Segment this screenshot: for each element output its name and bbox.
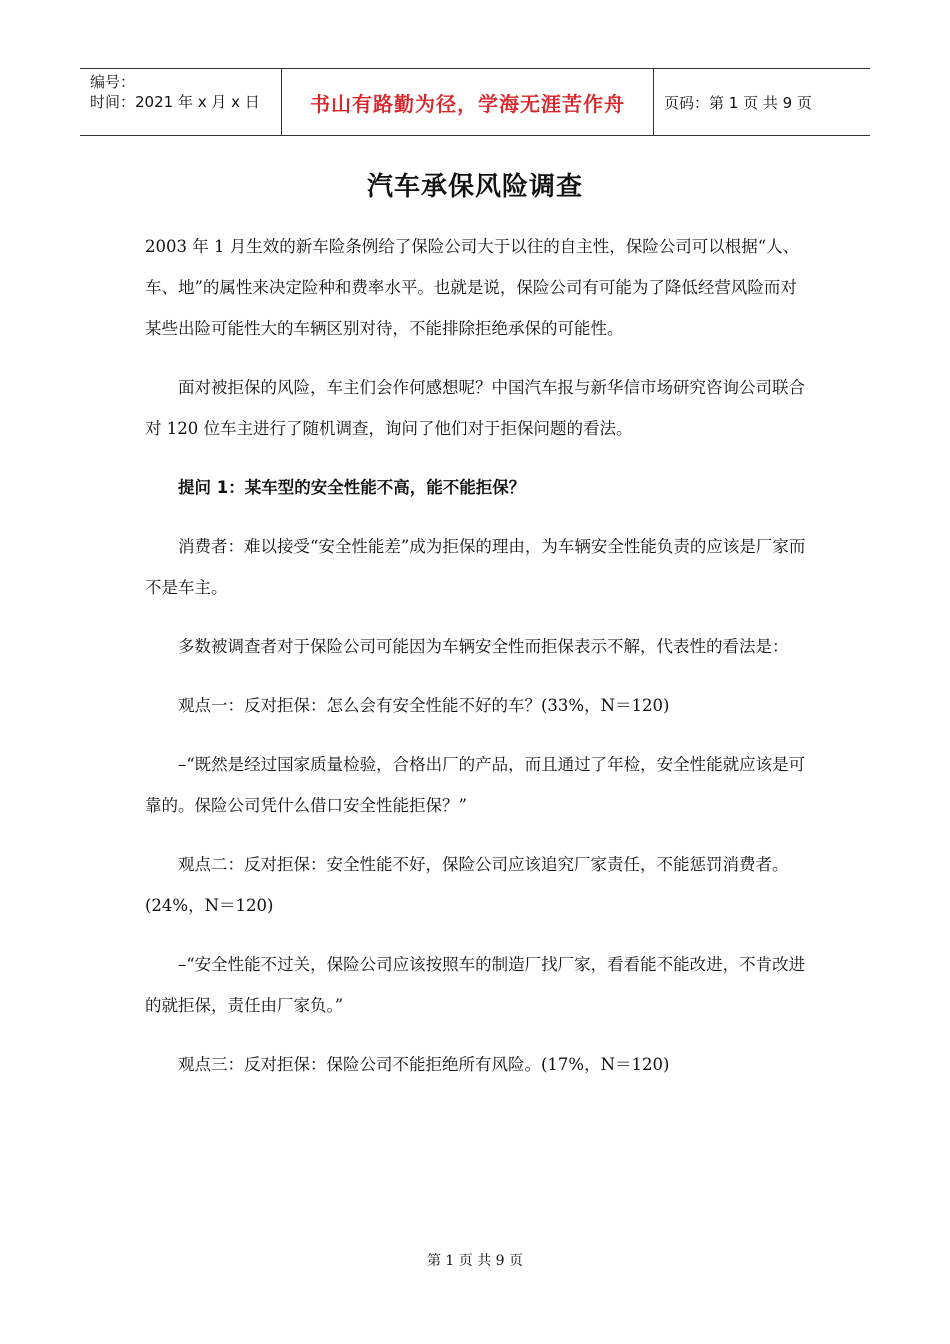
- quote-one: –“既然是经过国家质量检验，合格出厂的产品，而且通过了年检，安全性能就应该是可靠的。保险公司凭什么借口安全性能拒保？”: [145, 755, 806, 815]
- viewpoint-two: 观点二：反对拒保：安全性能不好，保险公司应该追究厂家责任，不能惩罚消费者。(24%，N＝120): [145, 855, 789, 915]
- viewpoint-three: 观点三：反对拒保：保险公司不能拒绝所有风险。(17%，N＝120): [178, 1055, 670, 1074]
- document-title: 汽车承保风险调查: [366, 172, 583, 202]
- number-label: 编号：: [90, 73, 136, 91]
- page-header: [80, 68, 870, 136]
- question-heading: 提问 1：某车型的安全性能不高，能不能拒保？: [178, 478, 526, 497]
- paragraph-majority: 多数被调查者对于保险公司可能因为车辆安全性而拒保表示不解，代表性的看法是：: [178, 637, 789, 656]
- header-meta: [80, 69, 282, 135]
- paragraph-survey: 面对被拒保的风险，车主们会作何感想呢？中国汽车报与新华信市场研究咨询公司联合对 120 位车主进行了随机调查，询问了他们对于拒保问题的看法。: [145, 378, 805, 438]
- time-label: 时间：2021 年 x 月 x 日: [90, 93, 260, 111]
- page-footer: 第 1 页 共 9 页: [426, 1253, 524, 1269]
- quote-two: –“安全性能不过关，保险公司应该按照车的制造厂找厂家，看看能不能改进，不肯改进的就拒保，责任由厂家负。”: [145, 955, 806, 1015]
- viewpoint-one: 观点一：反对拒保：怎么会有安全性能不好的车？(33%，N＝120): [178, 696, 670, 715]
- document-body: [145, 226, 810, 1103]
- paragraph-consumer: 消费者：难以接受“安全性能差”成为拒保的理由，为车辆安全性能负责的应该是厂家而不是车主。: [145, 537, 806, 597]
- header-page-info: 页码：第 1 页 共 9 页: [664, 93, 812, 112]
- header-motto: 书山有路勤为径，学海无涯苦作舟: [282, 69, 654, 135]
- paragraph-intro: 2003 年 1 月生效的新车险条例给了保险公司大于以往的自主性，保险公司可以根据“人、车、地”的属性来决定险种和费率水平。也就是说，保险公司有可能为了降低经营风险而对某些出险可能性大的车辆区别对待，不能排除拒绝承保的可能性。: [145, 237, 800, 338]
